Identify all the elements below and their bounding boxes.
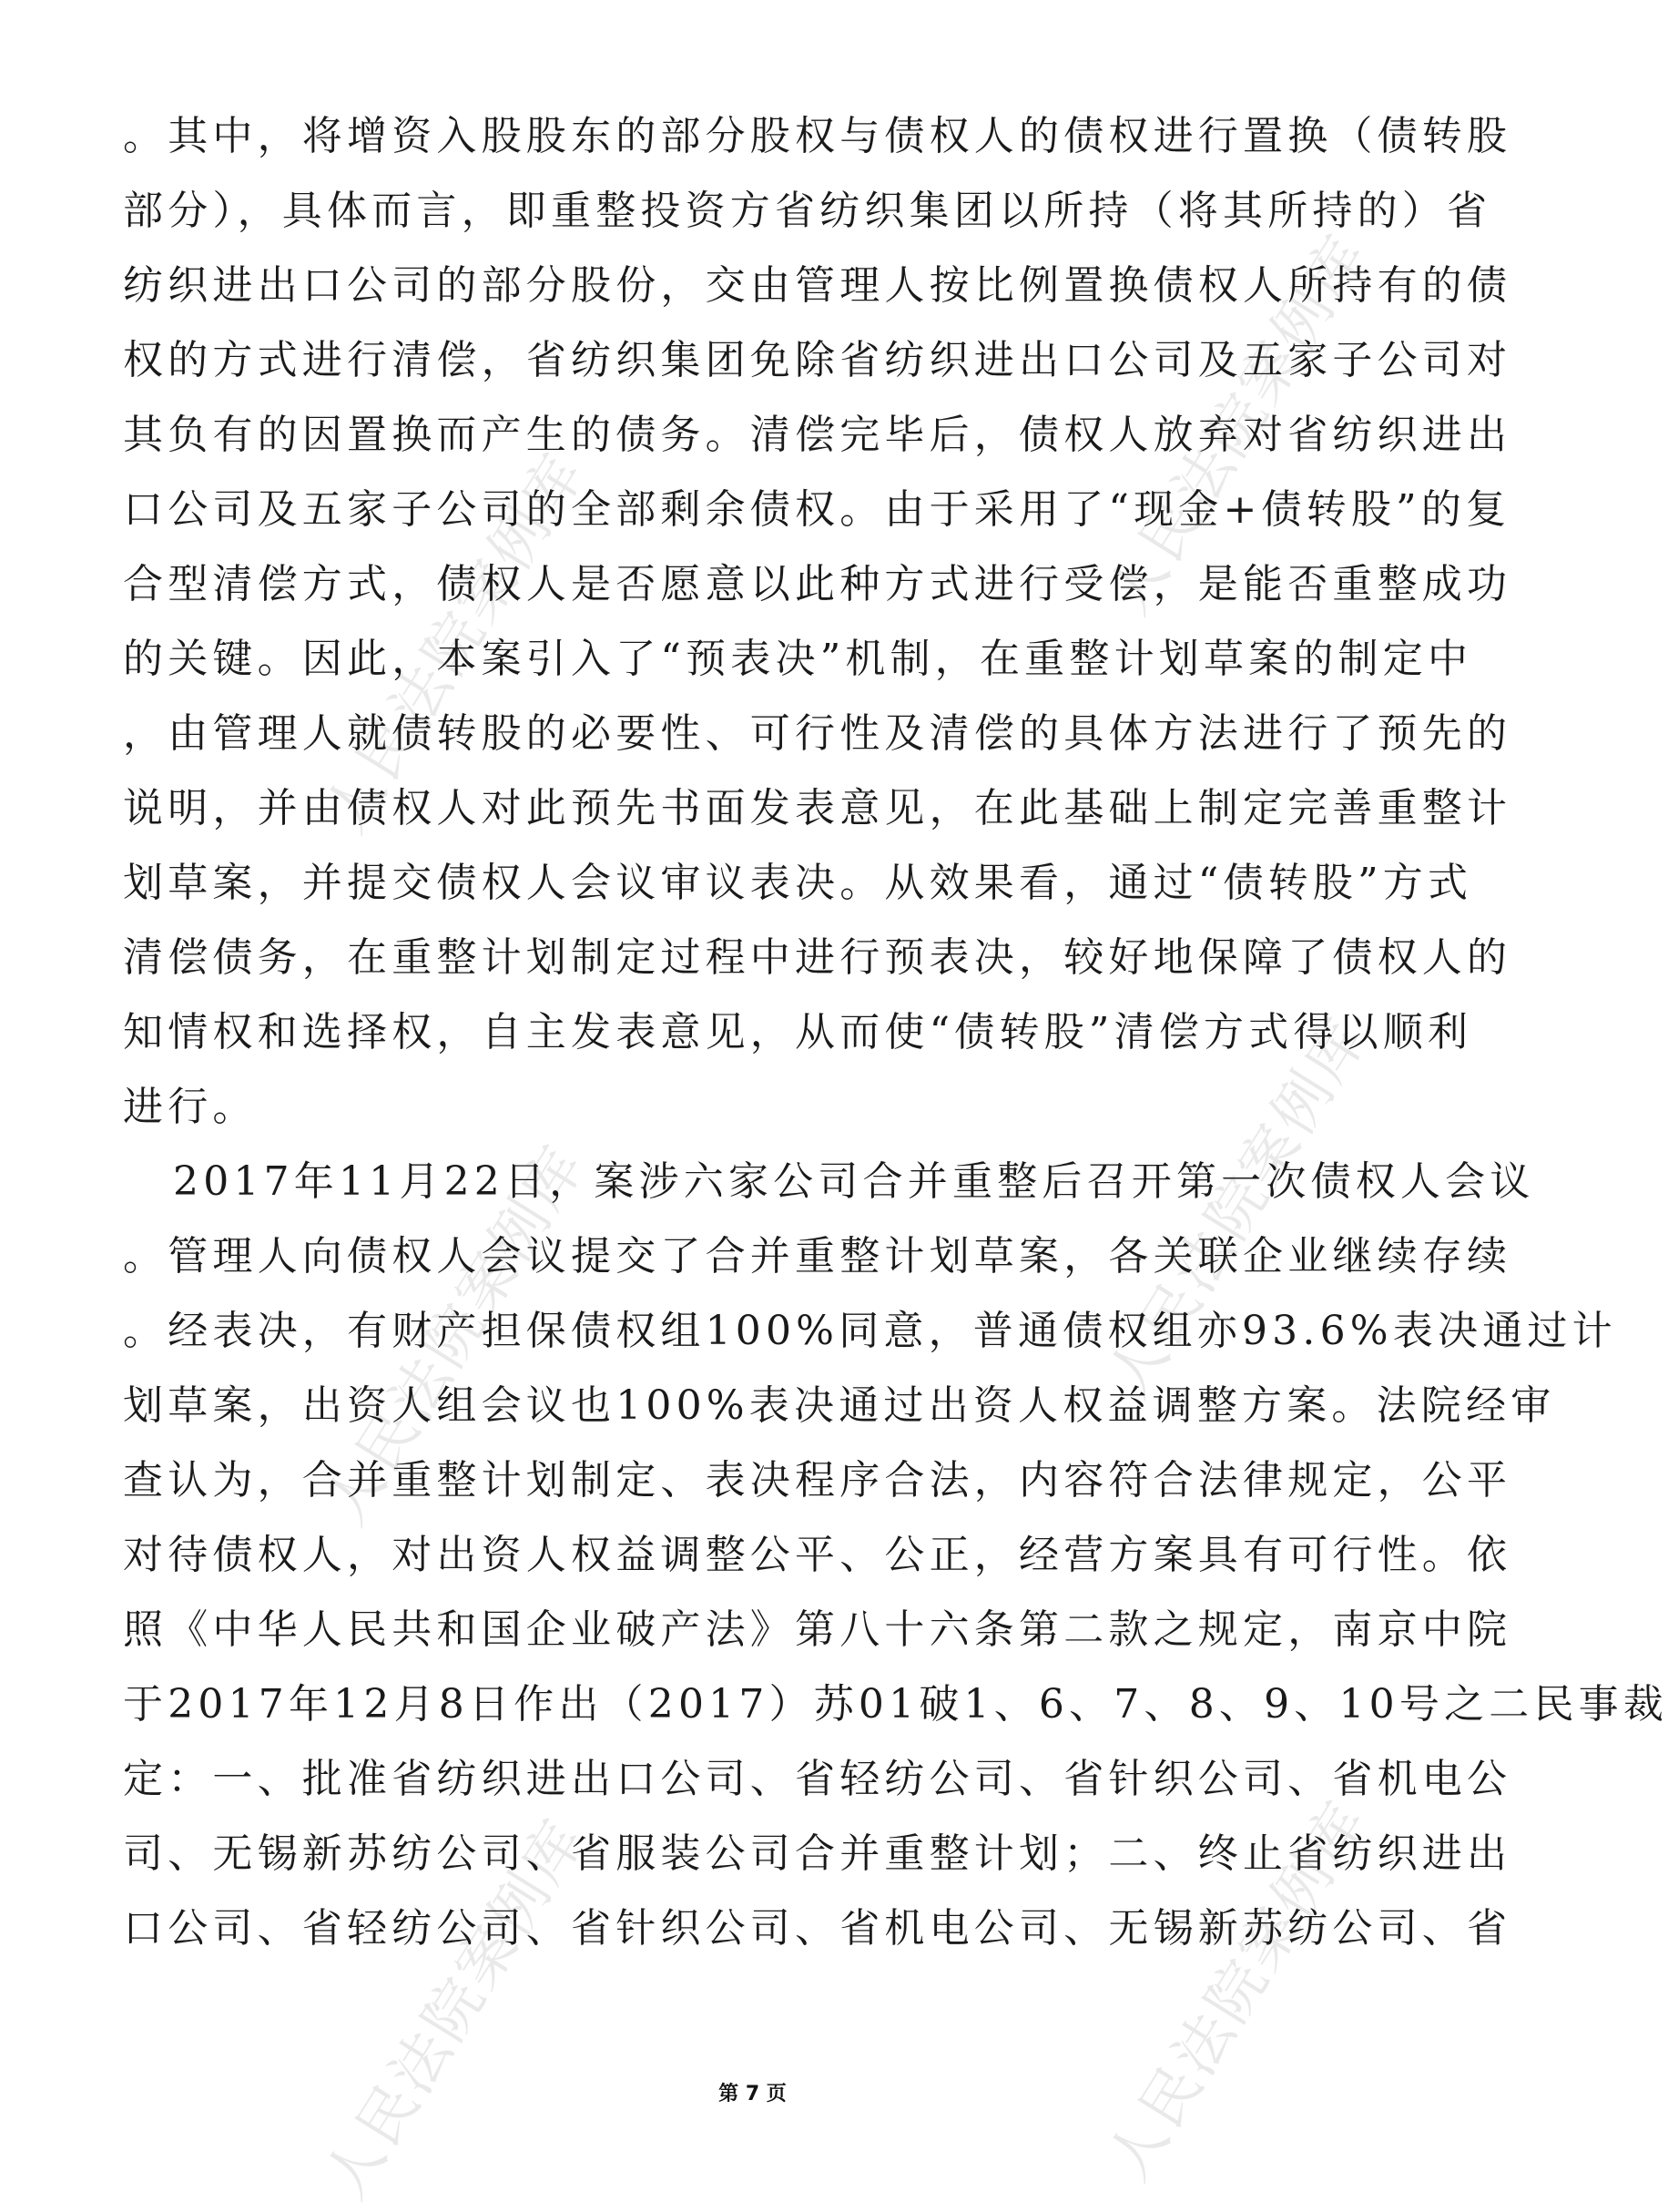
watermark: 人民法院案例库 xyxy=(311,1807,599,2211)
text-line: 口公司、省轻纺公司、省针织公司、省机电公司、无锡新苏纺公司、省 xyxy=(123,1905,1512,1952)
text-line: 于2017年12月8日作出（2017）苏01破1、6、7、8、9、10号之二民事裁 xyxy=(123,1681,1668,1728)
text-line: 司、无锡新苏纺公司、省服装公司合并重整计划；二、终止省纺织进出 xyxy=(123,1830,1512,1877)
text-line: 对待债权人，对出资人权益调整公平、公正，经营方案具有可行性。依 xyxy=(123,1532,1512,1578)
text-line: 说明，并由债权人对此预先书面发表意见，在此基础上制定完善重整计 xyxy=(123,785,1512,831)
text-line: 划草案，并提交债权人会议审议表决。从效果看，通过“债转股”方式 xyxy=(123,860,1473,906)
text-line: 口公司及五家子公司的全部剩余债权。由于采用了“现金+债转股”的复 xyxy=(123,486,1511,533)
text-line: 进行。 xyxy=(123,1084,258,1130)
text-line: 划草案，出资人组会议也100%表决通过出资人权益调整方案。法院经审 xyxy=(123,1382,1556,1429)
text-line: 。管理人向债权人会议提交了合并重整计划草案，各关联企业继续存续 xyxy=(123,1233,1512,1279)
text-line: 权的方式进行清偿，省纺织集团免除省纺织进出口公司及五家子公司对 xyxy=(123,337,1512,383)
text-line: 查认为，合并重整计划制定、表决程序合法，内容符合法律规定，公平 xyxy=(123,1457,1512,1504)
text-line: 合型清偿方式，债权人是否愿意以此种方式进行受偿，是能否重整成功 xyxy=(123,561,1512,607)
text-line: 清偿债务，在重整计划制定过程中进行预表决，较好地保障了债权人的 xyxy=(123,934,1512,981)
text-line: 照《中华人民共和国企业破产法》第八十六条第二款之规定，南京中院 xyxy=(123,1606,1512,1653)
page-number: 第 7 页 xyxy=(718,2083,787,2105)
text-line: 。经表决，有财产担保债权组100%同意，普通债权组亦93.6%表决通过计 xyxy=(123,1308,1617,1354)
watermark: 人民法院案例库 xyxy=(311,1133,599,1537)
text-line: 部分），具体而言，即重整投资方省纺织集团以所持（将其所持的）省 xyxy=(123,188,1492,234)
text-line: 其负有的因置换而产生的债务。清偿完毕后，债权人放弃对省纺织进出 xyxy=(123,412,1512,458)
watermark: 人民法院案例库 xyxy=(311,441,599,845)
text-line: 2017年11月22日，案涉六家公司合并重整后召开第一次债权人会议 xyxy=(173,1158,1535,1205)
text-line: 知情权和选择权，自主发表意见，从而使“债转股”清偿方式得以顺利 xyxy=(123,1009,1473,1055)
text-line: 定：一、批准省纺织进出口公司、省轻纺公司、省针织公司、省机电公 xyxy=(123,1756,1512,1802)
text-line: 纺织进出口公司的部分股份，交由管理人按比例置换债权人所持有的债 xyxy=(123,262,1512,309)
watermark: 人民法院案例库 xyxy=(1094,1789,1382,2193)
text-line: ，由管理人就债转股的必要性、可行性及清偿的具体方法进行了预先的 xyxy=(123,710,1512,757)
text-line: 的关键。因此，本案引入了“预表决”机制，在重整计划草案的制定中 xyxy=(123,636,1473,682)
watermark: 人民法院案例库 xyxy=(1094,1005,1382,1410)
watermark: 人民法院案例库 xyxy=(1094,222,1382,627)
text-line: 。其中，将增资入股股东的部分股权与债权人的债权进行置换（债转股 xyxy=(123,113,1512,159)
